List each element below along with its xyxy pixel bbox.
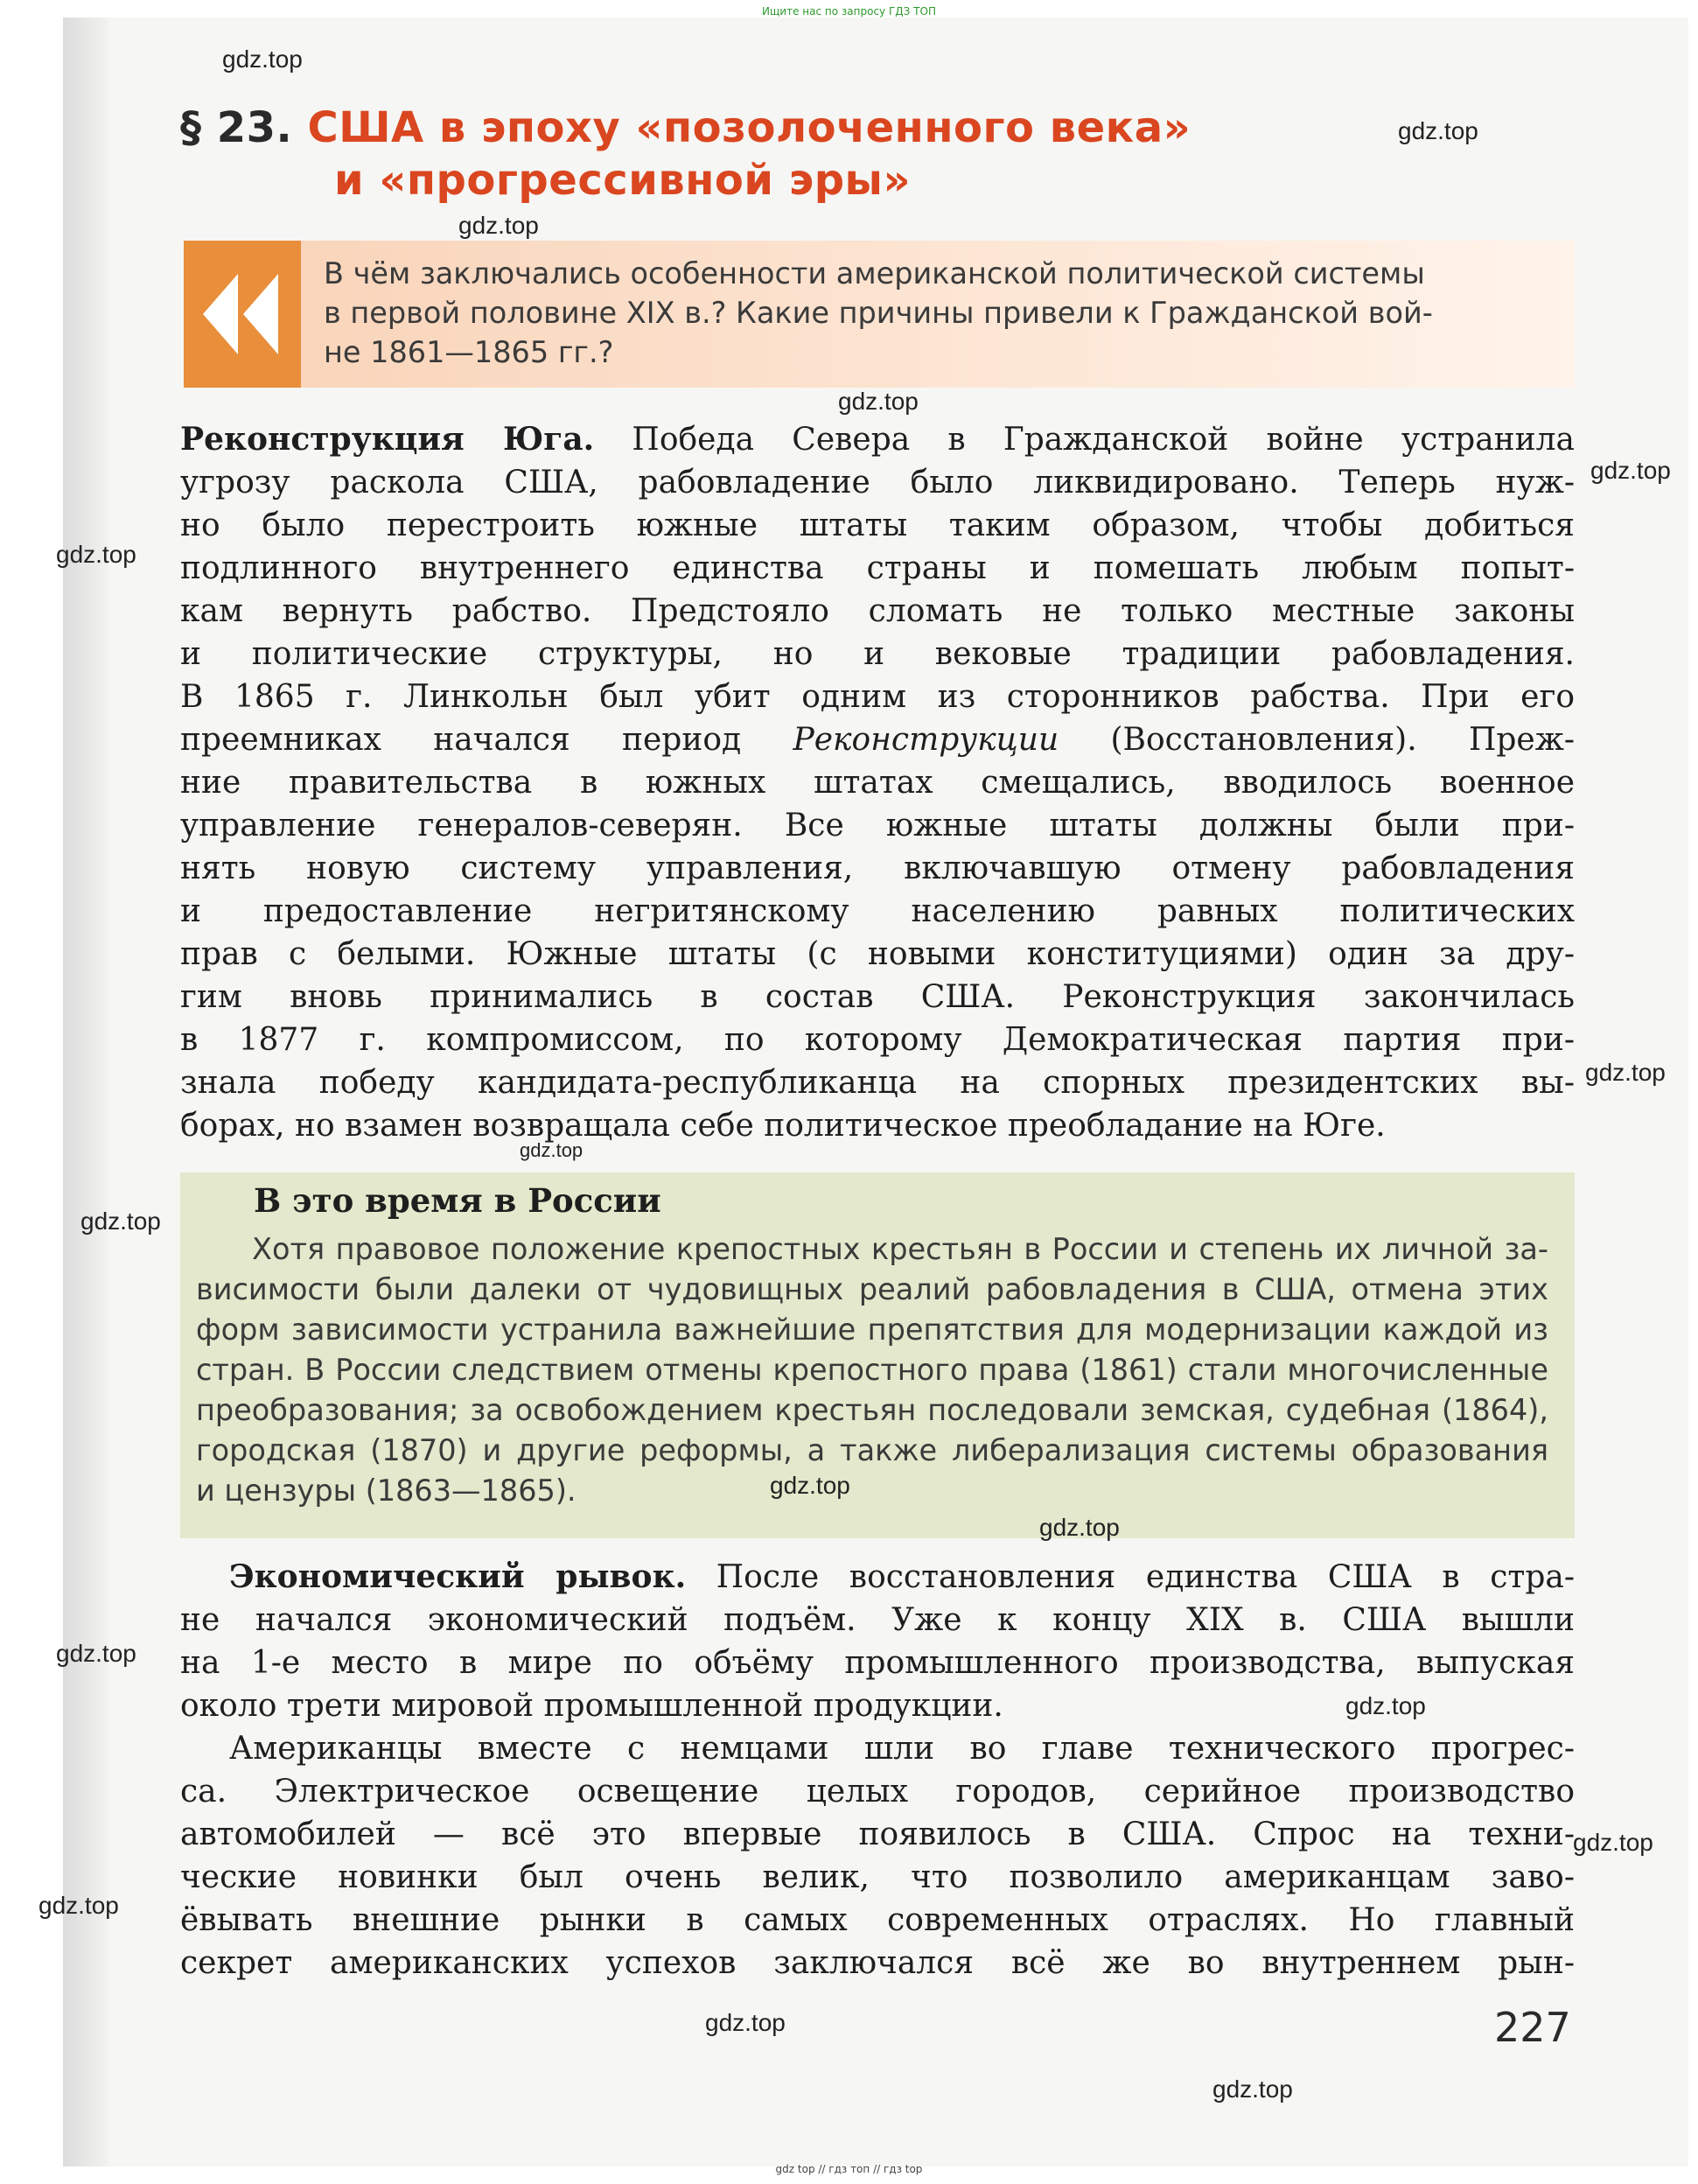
intro-line: в первой половине XIX в.? Какие причины привели к Гражданской вой- xyxy=(324,296,1433,330)
text-line: стран. В России следствием отмены крепостного права (1861) стали многочисленные xyxy=(196,1353,1548,1387)
watermark: gdz.top xyxy=(1590,457,1671,484)
text-line: нять новую систему управления, включавшую отмену рабовладения xyxy=(180,850,1575,886)
text-line: В 1865 г. Линкольн был убит одним из сторонников рабства. При его xyxy=(180,679,1575,715)
text-line: борах, но взамен возвращала себе политическое преобладание на Юге. xyxy=(180,1108,1386,1144)
watermark: gdz.top xyxy=(1212,2076,1293,2103)
text-line: ние правительства в южных штатах смещались, вводилось военное xyxy=(180,765,1575,801)
intro-line: В чём заключались особенности американской политической системы xyxy=(324,256,1425,290)
text-line: Хотя правовое положение крепостных крестьян в России и степень их личной за- xyxy=(252,1232,1548,1266)
text-line: гим вновь принимались в состав США. Реконструкция закончилась xyxy=(180,979,1575,1015)
text-line: ческие новинки был очень велик, что позволило американцам заво- xyxy=(180,1859,1575,1895)
watermark: gdz.top xyxy=(80,1208,161,1235)
top-banner[interactable]: Ищите нас по запросу ГДЗ ТОП xyxy=(762,5,936,18)
text-line: автомобилей — всё это впервые появилось в США. Спрос на техни- xyxy=(180,1816,1575,1852)
text-line: прав с белыми. Южные штаты (с новыми конституциями) один за дру- xyxy=(180,936,1575,972)
watermark: gdz.top xyxy=(520,1139,583,1161)
russia-box-title: В это время в России xyxy=(254,1181,661,1220)
russia-box-text xyxy=(196,1229,1548,1511)
text-line: подлинного внутреннего единства страны и помешать любым попыт- xyxy=(180,550,1575,586)
text-line: форм зависимости устранила важнейшие препятствия для модернизации каждой из xyxy=(196,1312,1548,1347)
text-line: в 1877 г. компромиссом, по которому Демократическая партия при- xyxy=(180,1022,1575,1058)
section-heading xyxy=(180,103,1191,152)
watermark: gdz.top xyxy=(1345,1692,1426,1719)
text-line xyxy=(180,1556,1575,1599)
text-line xyxy=(180,718,1575,761)
text-line: на 1-е место в мире по объёму промышленного производства, выпуская xyxy=(180,1645,1575,1681)
section-title-line1: США в эпоху «позолоченного века» xyxy=(307,103,1191,152)
text-line: секрет американских успехов заключался всё же во внутреннем рын- xyxy=(180,1945,1575,1981)
watermark: gdz.top xyxy=(1398,117,1478,144)
section-reconstruction xyxy=(180,418,1575,1147)
watermark: gdz.top xyxy=(1573,1829,1653,1856)
page-number: 227 xyxy=(1494,2004,1571,2051)
text-line: знала победу кандидата-республиканца на спорных президентских вы- xyxy=(180,1065,1575,1101)
text-line: и предоставление негритянскому населению равных политических xyxy=(180,893,1575,929)
text-line: преобразования; за освобождением крестьян последовали земская, судебная (1864), xyxy=(196,1393,1548,1427)
watermark: gdz.top xyxy=(1039,1514,1120,1541)
italic-term: Реконструкции xyxy=(793,722,1059,758)
section-title-line2-wrap xyxy=(334,156,911,205)
watermark: gdz.top xyxy=(56,541,136,568)
text-line: и цензуры (1863—1865). xyxy=(196,1474,576,1508)
text-line: но было перестроить южные штаты таким образом, чтобы добиться xyxy=(180,508,1575,543)
watermark: gdz.top xyxy=(770,1472,850,1499)
text-line: кам вернуть рабство. Предстояло сломать не только местные законы xyxy=(180,593,1575,629)
text-line: ёвывать внешние рынки в самых современных отраслях. Но главный xyxy=(180,1902,1575,1938)
text-line: Американцы вместе с немцами шли во главе технического прогрес- xyxy=(229,1731,1575,1767)
watermark: gdz.top xyxy=(838,388,919,415)
watermark: gdz.top xyxy=(705,2009,786,2036)
page-binding-edge xyxy=(63,18,108,2166)
intro-line: не 1861—1865 гг.? xyxy=(324,335,614,369)
subsection-heading: Экономический рывок. xyxy=(229,1558,687,1595)
rewind-arrows-icon xyxy=(184,241,301,388)
text-line: и политические структуры, но и вековые традиции рабовладения. xyxy=(180,636,1575,672)
text-line: угрозу раскола США, рабовладение было ликвидировано. Теперь нуж- xyxy=(180,465,1575,500)
text-line: городская (1870) и другие реформы, а также либерализация системы образования xyxy=(196,1433,1548,1467)
text-line: около трети мировой промышленной продукции. xyxy=(180,1688,1003,1724)
text-span: После восстановления единства США в стра- xyxy=(716,1559,1576,1595)
section-economic xyxy=(180,1556,1575,1984)
watermark: gdz.top xyxy=(56,1640,136,1667)
subsection-heading: Реконструкция Юга. xyxy=(180,421,595,458)
intro-question-text xyxy=(324,254,1566,372)
watermark: gdz.top xyxy=(222,46,303,73)
text-line: са. Электрическое освещение целых городов, серийное производство xyxy=(180,1774,1575,1810)
section-title-line2: и «прогрессивной эры» xyxy=(334,156,911,205)
text-line: висимости были далеки от чудовищных реалий рабовладения в США, отмена этих xyxy=(196,1272,1548,1306)
text-span: Победа Севера в Гражданской войне устранила xyxy=(632,422,1575,458)
text-span: преемниках начался период xyxy=(180,722,742,758)
text-line: управление генералов-северян. Все южные штаты должны были при- xyxy=(180,808,1575,844)
section-number: § 23. xyxy=(180,103,293,152)
watermark: gdz.top xyxy=(38,1892,119,1919)
text-span: (Восстановления). Преж- xyxy=(1110,722,1575,758)
bottom-banner[interactable]: gdz top // гдз топ // гдз top xyxy=(775,2163,923,2175)
watermark: gdz.top xyxy=(458,212,539,239)
watermark: gdz.top xyxy=(1585,1059,1666,1086)
text-line: не начался экономический подъём. Уже к концу XIX в. США вышли xyxy=(180,1602,1575,1638)
text-line xyxy=(180,418,1575,461)
